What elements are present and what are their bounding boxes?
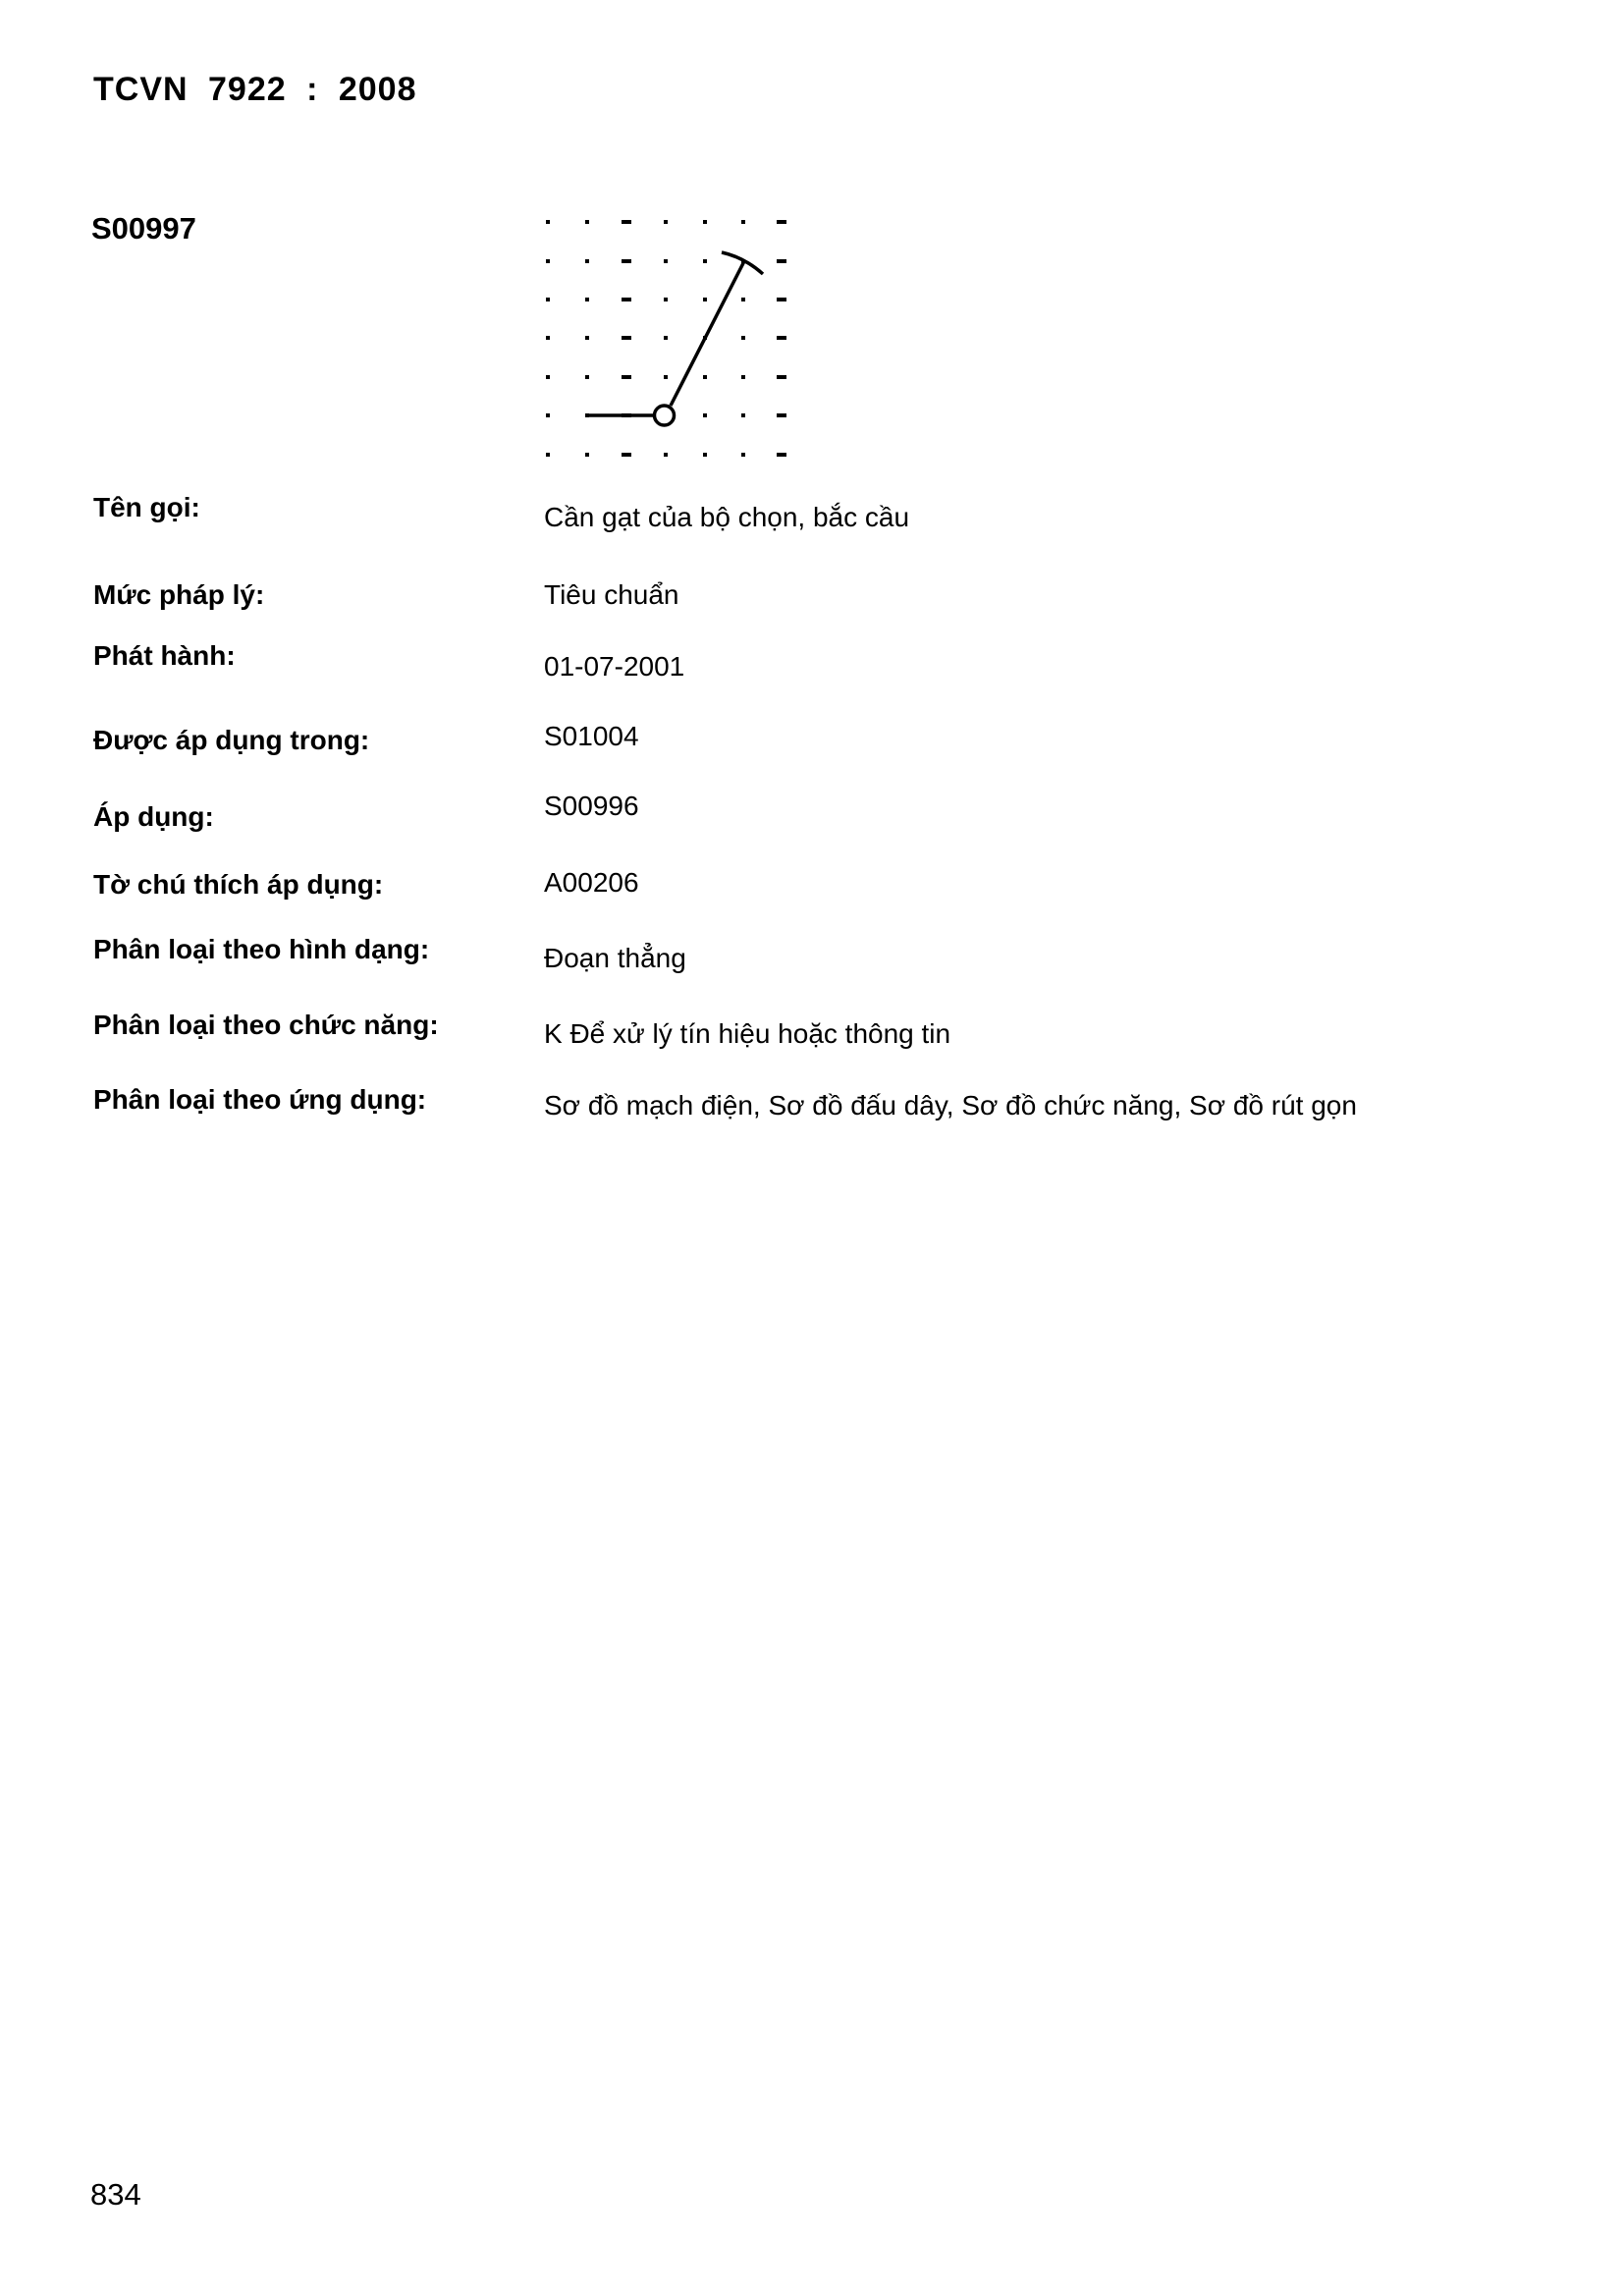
field-row-phat-hanh: [93, 639, 1566, 682]
field-label: Phát hành:: [93, 640, 236, 671]
field-value: S00996: [544, 791, 639, 821]
grid-dot: [585, 220, 589, 224]
field-value: Đoạn thẳng: [544, 943, 686, 973]
symbol-diagram: [535, 204, 800, 471]
grid-dot: [703, 259, 707, 263]
grid-dot: [585, 298, 589, 301]
grid-dot: [741, 375, 745, 379]
grid-dot: [585, 259, 589, 263]
grid-dot: [664, 298, 668, 301]
grid-dot: [664, 375, 668, 379]
grid-dot: [703, 375, 707, 379]
field-label: Áp dụng:: [93, 801, 214, 832]
field-row-duoc-ap-dung-trong: [93, 721, 1566, 763]
grid-dash: [777, 453, 786, 457]
field-label: Phân loại theo hình dạng:: [93, 934, 430, 964]
field-value: S01004: [544, 721, 639, 751]
grid-dash: [622, 453, 631, 457]
symbol-lever-line: [671, 261, 744, 406]
standard-code-header: TCVN 7922 : 2008: [93, 71, 417, 108]
symbol-pivot-circle: [655, 406, 675, 425]
field-value: Sơ đồ mạch điện, Sơ đồ đấu dây, Sơ đồ chức năng, Sơ đồ rút gọn: [544, 1090, 1357, 1121]
grid-dash: [777, 336, 786, 340]
field-value: A00206: [544, 867, 639, 898]
grid-dot: [703, 220, 707, 224]
grid-dash: [777, 298, 786, 301]
grid-dot: [546, 220, 550, 224]
field-label: Tên gọi:: [93, 492, 200, 522]
field-row-to-chu-thich: [93, 868, 1566, 907]
grid-dot: [585, 453, 589, 457]
grid-dot: [741, 413, 745, 417]
grid-dash: [777, 413, 786, 417]
grid-dot: [664, 336, 668, 340]
field-row-muc-phap-ly: [93, 578, 1566, 618]
symbol-id: S00997: [91, 211, 196, 246]
field-row-ten-goi: [93, 491, 1566, 530]
grid-dash: [622, 375, 631, 379]
field-label: Được áp dụng trong:: [93, 725, 370, 755]
field-row-ap-dung: [93, 791, 1566, 840]
grid-dot: [585, 336, 589, 340]
grid-dot: [546, 259, 550, 263]
field-value: Cần gạt của bộ chọn, bắc cầu: [544, 502, 910, 532]
grid-dot: [585, 375, 589, 379]
field-row-phan-loai-ung-dung: [93, 1083, 1566, 1122]
grid-dot: [703, 453, 707, 457]
grid-dash: [777, 375, 786, 379]
grid-dash: [622, 336, 631, 340]
grid-dot: [664, 453, 668, 457]
field-value: 01-07-2001: [544, 651, 685, 682]
grid-dash: [622, 259, 631, 263]
grid-dash: [622, 298, 631, 301]
grid-dot: [585, 413, 589, 417]
grid-dash: [777, 220, 786, 224]
field-label: Tờ chú thích áp dụng:: [93, 869, 384, 900]
grid-dash: [777, 259, 786, 263]
field-value: K Để xử lý tín hiệu hoặc thông tin: [544, 1018, 951, 1049]
field-label: Phân loại theo chức năng:: [93, 1010, 439, 1040]
grid-dot: [741, 453, 745, 457]
grid-dot: [741, 220, 745, 224]
grid-dot: [664, 259, 668, 263]
field-row-phan-loai-chuc-nang: [93, 1009, 1566, 1048]
page-number: 834: [90, 2177, 141, 2212]
field-label: Phân loại theo ứng dụng:: [93, 1084, 427, 1115]
grid-dot: [546, 375, 550, 379]
grid-dot: [741, 336, 745, 340]
grid-dot: [664, 220, 668, 224]
field-row-phan-loai-hinh-dang: [93, 933, 1566, 972]
grid-dot: [546, 298, 550, 301]
grid-dot: [546, 336, 550, 340]
grid-dot: [703, 298, 707, 301]
grid-dot: [741, 298, 745, 301]
grid-dot: [703, 413, 707, 417]
grid-dot: [546, 413, 550, 417]
grid-dash: [622, 220, 631, 224]
grid-dot: [546, 453, 550, 457]
field-value: Tiêu chuẩn: [544, 579, 679, 610]
field-label: Mức pháp lý:: [93, 579, 265, 610]
